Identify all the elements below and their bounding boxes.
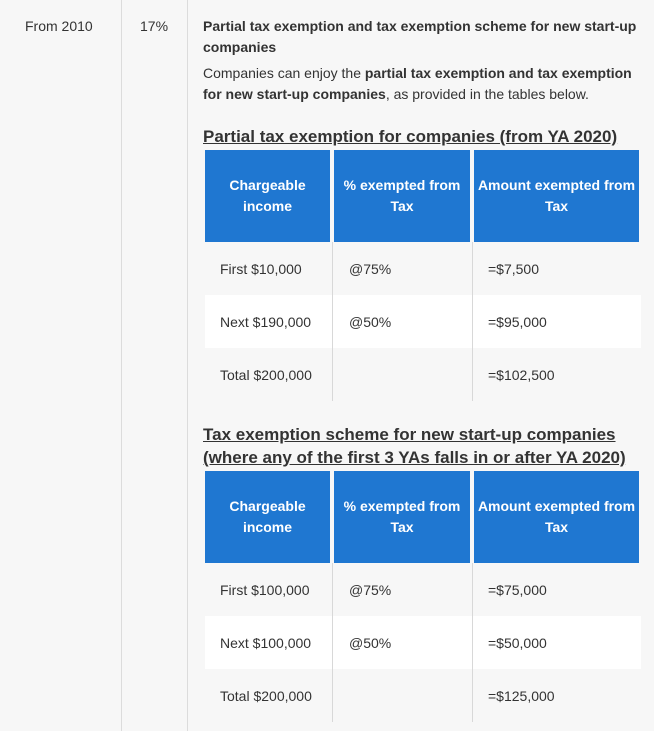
table-cell (349, 348, 469, 401)
table2-header-percent: % exempted from Tax (334, 471, 470, 563)
table-cell: Total $200,000 (220, 687, 312, 704)
table-cell: =$7,500 (488, 260, 539, 277)
table-cell: =$75,000 (488, 581, 547, 598)
column-divider (332, 348, 333, 401)
column-divider (472, 242, 473, 295)
table-cell: Next $190,000 (220, 313, 312, 330)
table-cell: =$95,000 (488, 313, 547, 330)
table1 (205, 150, 641, 401)
description-text: Companies can enjoy the (203, 65, 365, 81)
column-divider (472, 669, 473, 722)
column-divider (332, 295, 333, 348)
rate-column (122, 0, 188, 731)
table-cell: First $100,000 (220, 581, 310, 598)
table-row (205, 563, 641, 616)
rate-cell: 17% (140, 18, 169, 34)
column-divider (472, 348, 473, 401)
table-row (205, 616, 641, 669)
period-column (0, 0, 122, 731)
period-cell: From 2010 (25, 18, 93, 34)
table-cell: @75% (349, 260, 392, 277)
table-cell (349, 669, 469, 722)
column-divider (332, 242, 333, 295)
table2-header-income: Chargeable income (205, 471, 330, 563)
table-cell: First $10,000 (220, 260, 302, 277)
description-bold: partial tax exemption and tax exemption for new start-up companies (203, 65, 632, 102)
scheme-title: Partial tax exemption and tax exemption scheme for new start-up companies (203, 18, 637, 55)
scheme-description (203, 63, 643, 105)
table1-header-income: Chargeable income (205, 150, 330, 242)
table-cell: =$102,500 (488, 366, 555, 383)
description-text-end: , as provided in the tables below. (385, 86, 589, 102)
table-row (205, 669, 641, 722)
table-cell: Next $100,000 (220, 634, 312, 651)
table-cell: Total $200,000 (220, 366, 312, 383)
table1-header (205, 150, 641, 242)
table1-heading: Partial tax exemption for companies (from YA 2020) (203, 127, 618, 146)
table-cell: @50% (349, 634, 392, 651)
column-divider (472, 563, 473, 616)
table-cell: @75% (349, 581, 392, 598)
table2-header (205, 471, 641, 563)
table1-header-percent: % exempted from Tax (334, 150, 470, 242)
details-column (203, 0, 643, 731)
column-divider (472, 295, 473, 348)
table-row (205, 242, 641, 295)
table2-heading: Tax exemption scheme for new start-up companies (where any of the first 3 YAs falls in or after YA 2020) (203, 425, 626, 467)
table-row (205, 295, 641, 348)
table-row (205, 348, 641, 401)
table-cell: =$50,000 (488, 634, 547, 651)
column-divider (332, 563, 333, 616)
column-divider (332, 669, 333, 722)
column-divider (332, 616, 333, 669)
table2 (205, 471, 641, 722)
table1-header-amount: Amount exempted from Tax (474, 150, 639, 242)
table-cell: =$125,000 (488, 687, 555, 704)
table2-header-amount: Amount exempted from Tax (474, 471, 639, 563)
column-divider (472, 616, 473, 669)
table-cell: @50% (349, 313, 392, 330)
